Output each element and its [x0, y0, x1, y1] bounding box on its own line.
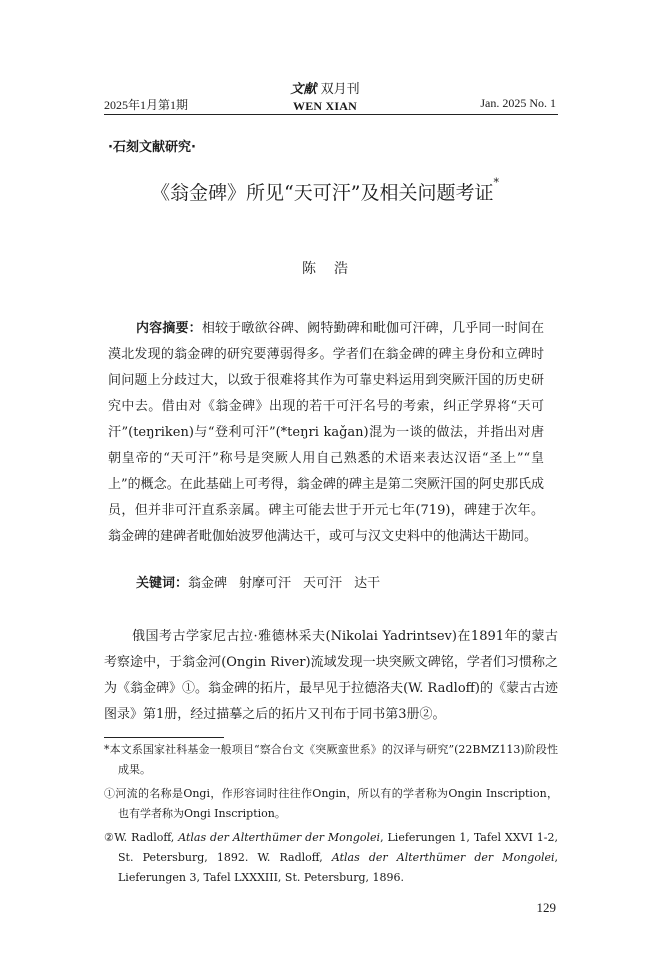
keyword: 天可汗	[303, 576, 343, 591]
title-footnote-mark: *	[493, 176, 499, 189]
journal-frequency: 双月刊	[320, 82, 360, 97]
header-issue: 2025年1月第1期	[104, 98, 189, 112]
footnote-2-book-title: Atlas der Alterthümer der Mongolei	[331, 851, 555, 864]
keyword: 达干	[354, 576, 381, 591]
header-rule	[104, 114, 558, 115]
footnote-2-book-title: Atlas der Alterthümer der Mongolei	[178, 831, 381, 844]
abstract-text: 相较于暾欲谷碑、阙特勤碑和毗伽可汗碑，几乎同一时间在漠北发现的翁金碑的研究要薄弱得多。学者们在翁金碑的碑主身份和立碑时间问题上分歧过大，以致于很难将其作为可靠史料运用到突厥汗国的历史研究中去。借由对《翁金碑》出现的若干可汗名号的考索，纠正学界将“天可汗”(teŋriken)与“登利可汗”(*teŋri kaǧan)混为一谈的做法，并指出对唐朝皇帝的“天可汗”称号是突厥人用自己熟悉的术语来表达汉语“圣上”“皇上”的概念。在此基础上可考得，翁金碑的碑主是第二突厥汗国的阿史那氏成员，但并非可汗直系亲属。碑主可能去世于开元七年(719)，碑建于次年。翁金碑的建碑者毗伽始波罗他满达干，或可与汉文史料中的他满达干勘同。	[108, 321, 544, 544]
journal-name	[0, 78, 650, 97]
footnote-1: ①河流的名称是Ongi，作形容词时往往作Ongin，所以有的学者称为Ongin Inscription，也有学者称为Ongi Inscription。	[104, 787, 558, 820]
title-text: 《翁金碑》所见“天可汗”及相关问题考证	[151, 182, 494, 204]
keywords	[136, 572, 392, 596]
abstract	[108, 316, 544, 550]
keyword: 翁金碑	[188, 576, 228, 591]
body-paragraph: 俄国考古学家尼古拉·雅德林采夫(Nikolai Yadrintsev)在1891年的蒙古考察途中，于翁金河(Ongin River)流域发现一块突厥文碑铭，学者们习惯称之为《翁金碑》①。翁金碑的拓片，最早见于拉德洛夫(W. Radloff)的《蒙古古迹图录》第1册，经过描摹之后的拓片又刊布于同书第3册②。	[104, 629, 558, 722]
footnote-2	[104, 828, 558, 888]
footnote-2-part: ②W. Radloff,	[104, 831, 179, 844]
header-issue-en: Jan. 2025 No. 1	[480, 96, 556, 110]
footnote-2-part: , Lieferungen 1, Tafel XXVI 1-2, St. Petersburg, 1892. W. Radloff,	[118, 831, 558, 864]
footnote-rule	[104, 737, 224, 738]
article-title	[0, 178, 650, 205]
page-number: 129	[536, 900, 556, 915]
footnote-fund: *本文系国家社科基金一般项目“察合台文《突厥蛮世系》的汉译与研究”(22BMZ113)阶段性成果。	[104, 743, 558, 776]
section-label: ·石刻文献研究·	[108, 140, 196, 155]
keywords-label: 关键词：	[136, 576, 189, 591]
abstract-label: 内容摘要：	[136, 321, 202, 336]
footnotes	[104, 740, 558, 892]
journal-name-latin: WEN XIAN	[293, 99, 357, 113]
author-name: 陈浩	[302, 261, 366, 277]
journal-name-cn: 文献	[290, 82, 317, 97]
keyword: 射摩可汗	[239, 576, 292, 591]
footnote-2-part: , Lieferungen 3, Tafel LXXXIII, St. Petersburg, 1896.	[118, 851, 558, 884]
